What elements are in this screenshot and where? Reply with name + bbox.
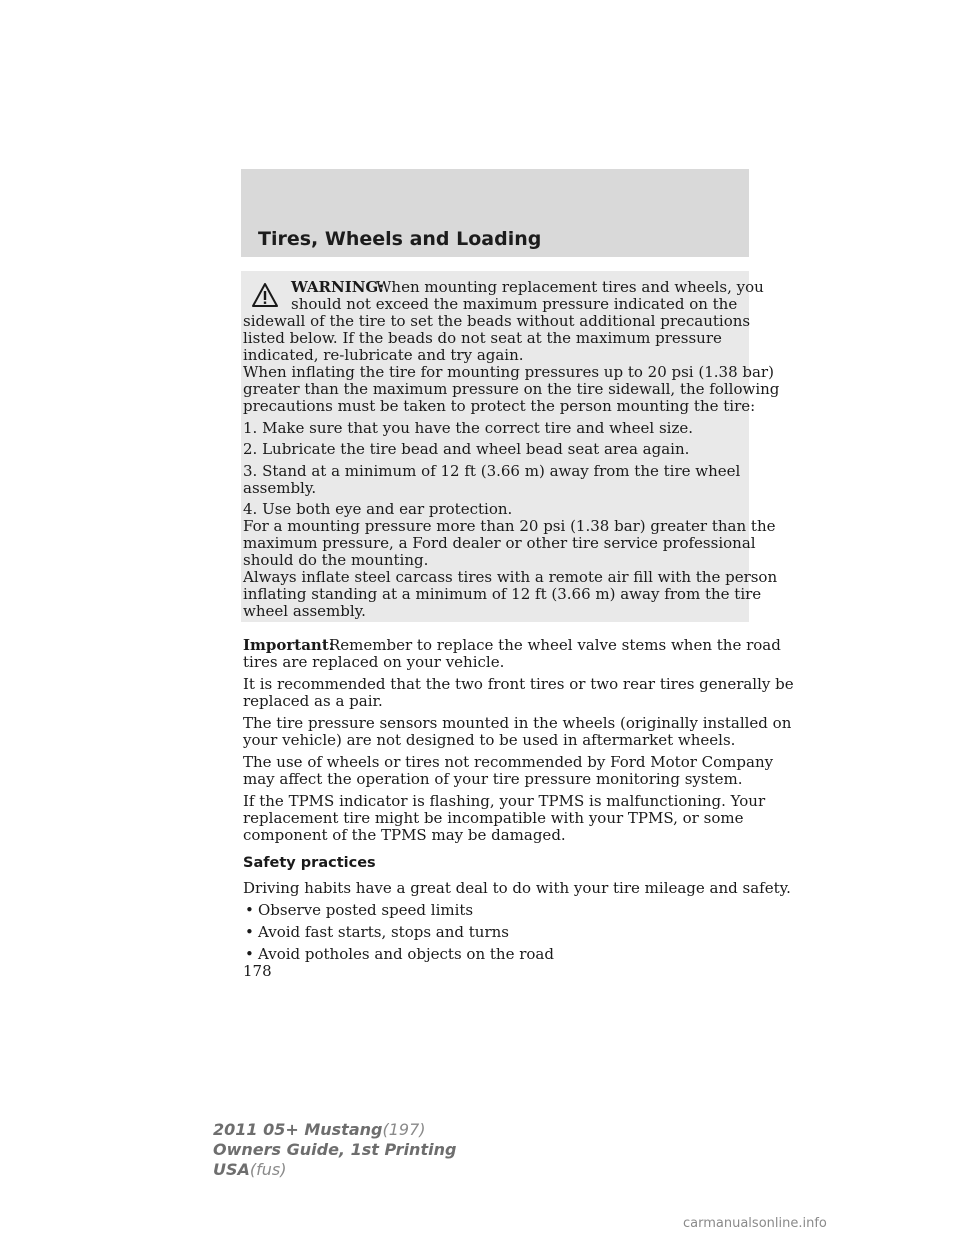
warning-step: 2. Lubricate the tire bead and wheel bead seat area again. [243, 440, 690, 458]
footer-region-line [213, 1160, 287, 1179]
warning-text-line: should do the mounting. [243, 551, 429, 569]
warning-step: 1. Make sure that you have the correct tire and wheel size. [243, 419, 694, 437]
body-text-line: component of the TPMS may be damaged. [243, 826, 566, 844]
body-text-line: It is recommended that the two front tires or two rear tires generally be [243, 675, 794, 693]
footer-model-line [213, 1120, 426, 1139]
footer-region: USA [213, 1160, 250, 1179]
footer-page-ref: (197) [382, 1120, 426, 1139]
body-text-line: may affect the operation of your tire pressure monitoring system. [243, 770, 743, 788]
footer-model: 2011 05+ Mustang [213, 1120, 383, 1139]
warning-text-line: maximum pressure, a Ford dealer or other tire service professional [243, 534, 756, 552]
bullet-dot: • [245, 901, 254, 919]
warning-text-line: inflating standing at a minimum of 12 ft (3.66 m) away from the tire [243, 585, 762, 603]
bullet-item: Observe posted speed limits [258, 901, 474, 919]
warning-text-line: should not exceed the maximum pressure indicated on the [291, 295, 738, 313]
safety-practices-heading: Safety practices [243, 855, 376, 871]
warning-label: WARNING: [291, 278, 384, 296]
important-label: Important: [243, 636, 335, 654]
warning-text-line: Always inflate steel carcass tires with a remote air fill with the person [243, 568, 778, 586]
body-text-line: your vehicle) are not designed to be used in aftermarket wheels. [243, 731, 736, 749]
warning-text-line: When inflating the tire for mounting pressures up to 20 psi (1.38 bar) [243, 363, 774, 381]
warning-step: 4. Use both eye and ear protection. [243, 500, 513, 518]
warning-text-line: greater than the maximum pressure on the tire sidewall, the following [243, 380, 780, 398]
bullet-dot: • [245, 945, 254, 963]
warning-text-line: precautions must be taken to protect the person mounting the tire: [243, 397, 756, 415]
warning-step: assembly. [243, 479, 317, 497]
body-text-line: If the TPMS indicator is flashing, your TPMS is malfunctioning. Your [243, 792, 766, 810]
bullet-item: Avoid fast starts, stops and turns [258, 923, 510, 941]
body-text-line: replacement tire might be incompatible with your TPMS, or some [243, 809, 744, 827]
section-title: Tires, Wheels and Loading [258, 228, 542, 250]
footer-region-code: (fus) [249, 1160, 287, 1179]
body-text-line: Remember to replace the wheel valve stems when the road [329, 636, 781, 654]
body-text-line: replaced as a pair. [243, 692, 383, 710]
bullet-dot: • [245, 923, 254, 941]
safety-intro: Driving habits have a great deal to do with your tire mileage and safety. [243, 879, 791, 897]
warning-step: 3. Stand at a minimum of 12 ft (3.66 m) away from the tire wheel [243, 462, 741, 480]
warning-text-line: For a mounting pressure more than 20 psi (1.38 bar) greater than the [243, 517, 776, 535]
body-text-line: The tire pressure sensors mounted in the wheels (originally installed on [243, 714, 792, 732]
footer-guide-line: Owners Guide, 1st Printing [213, 1140, 457, 1159]
body-text-line: The use of wheels or tires not recommended by Ford Motor Company [243, 753, 774, 771]
warning-text-line: When mounting replacement tires and wheels, you [376, 278, 764, 296]
bullet-item: Avoid potholes and objects on the road [258, 945, 554, 963]
warning-text-line: sidewall of the tire to set the beads without additional precautions [243, 312, 751, 330]
warning-triangle-icon [251, 282, 279, 308]
warning-text-line: listed below. If the beads do not seat at the maximum pressure [243, 329, 722, 347]
body-text-line: tires are replaced on your vehicle. [243, 653, 505, 671]
page-number: 178 [243, 962, 272, 980]
warning-text-line: indicated, re-lubricate and try again. [243, 346, 524, 364]
warning-text-line: wheel assembly. [243, 602, 366, 620]
watermark-text: carmanualsonline.info [683, 1216, 827, 1231]
